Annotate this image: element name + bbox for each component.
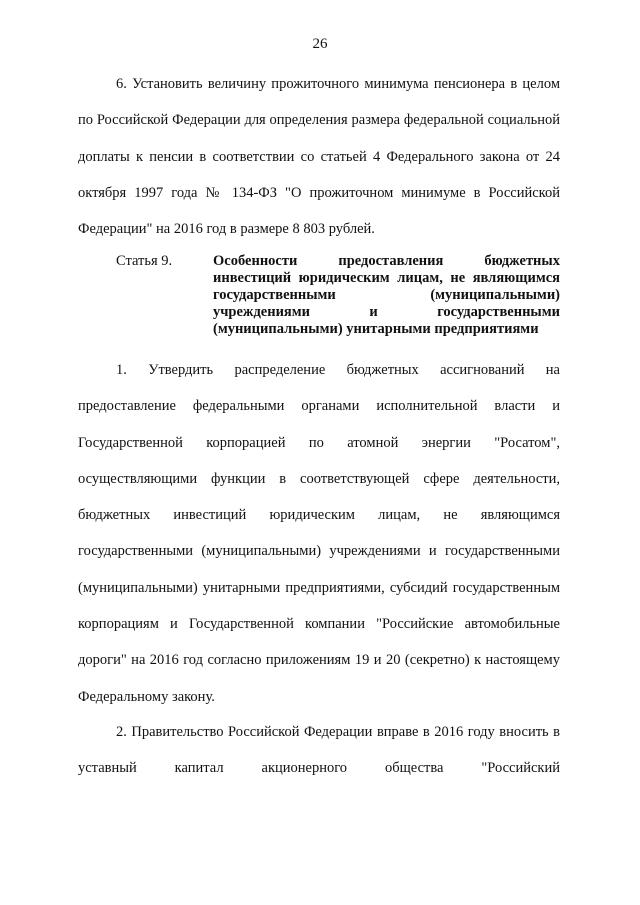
clause-1: 1. Утвердить распределение бюджетных ассигнований на предоставление федеральными органами исполнительной власти и Государственной корпорацией по атомной энергии "Росатом", осуществляющими функции в соответствующей сфере деятельности, бюджетных инвестиций юридическим лицам, не являющимся государственными (муниципальными) учреждениями и государственными (муниципальными) унитарными предприятиями, субсидий государственным корпорациям и Государственной компании "Российские автомобильные дороги" на 2016 год согласно приложениям 19 и 20 (секретно) к настоящему Федеральному закону. (78, 362, 560, 705)
article-title: Особенности предоставления бюджетных инвестиций юридическим лицам, не являющимся государственными (муниципальными) учреждениями и государственными (муниципальными) унитарными предприятиями (213, 253, 560, 337)
clause-2: 2. Правительство Российской Федерации вправе в 2016 году вносить в уставный капитал акционерного общества "Российский (78, 724, 560, 777)
paragraph-6: 6. Установить величину прожиточного минимума пенсионера в целом по Российской Федерации для определения размера федеральной социальной доплаты к пенсии в соответствии со статьей 4 Федерального закона от 24 октября 1997 года № 134-ФЗ "О прожиточном минимуме в Российской Федерации" на 2016 год в размере 8 803 рублей. (78, 76, 560, 238)
article-heading (78, 253, 560, 338)
page-number: 26 (312, 36, 328, 52)
article-label: Статья 9. (116, 253, 173, 269)
